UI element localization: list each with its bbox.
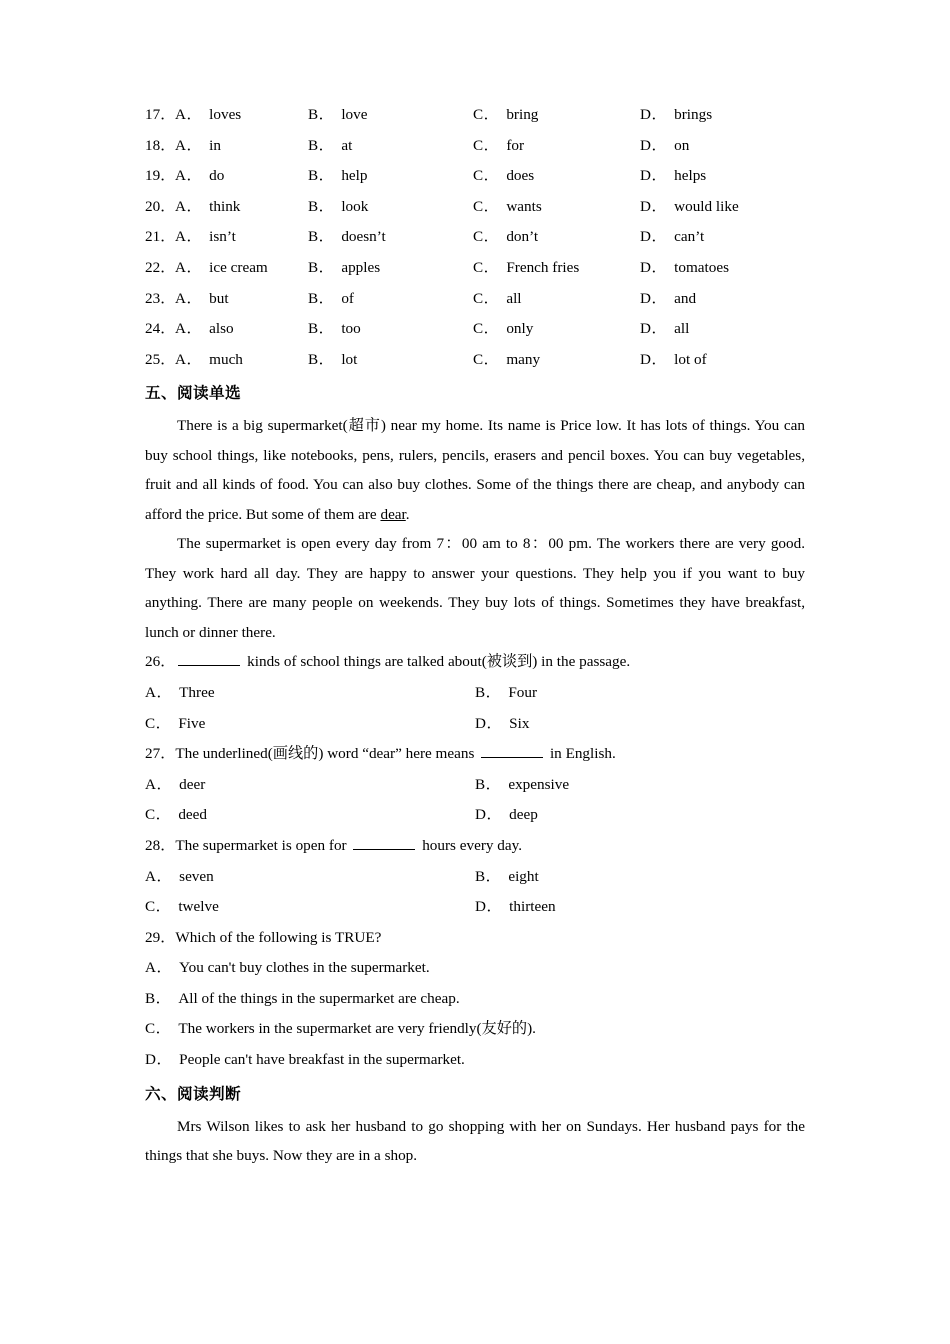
cloze-option-a[interactable] bbox=[175, 253, 268, 284]
option-text: much bbox=[209, 350, 243, 368]
option-row bbox=[145, 862, 805, 893]
option-label: D． bbox=[640, 258, 668, 276]
option-label: A． bbox=[175, 350, 203, 368]
option-label: A． bbox=[175, 289, 203, 307]
option-text: deed bbox=[178, 806, 207, 824]
option-c[interactable] bbox=[145, 1014, 805, 1045]
option-text: and bbox=[674, 289, 697, 307]
option-label: D． bbox=[640, 197, 668, 215]
option-label: C． bbox=[473, 350, 500, 368]
option-label: A． bbox=[145, 959, 173, 977]
cloze-option-b[interactable] bbox=[308, 100, 367, 131]
cloze-row bbox=[145, 345, 805, 376]
options-group-28 bbox=[145, 862, 805, 923]
cloze-option-a[interactable] bbox=[175, 161, 224, 192]
cloze-option-b[interactable] bbox=[308, 161, 367, 192]
cloze-option-d[interactable] bbox=[640, 131, 689, 162]
cloze-row bbox=[145, 192, 805, 223]
option-text: thirteen bbox=[509, 898, 556, 916]
option-text: brings bbox=[674, 106, 713, 123]
cloze-option-d[interactable] bbox=[640, 192, 739, 223]
question-number: 18． bbox=[145, 136, 176, 154]
option-text: does bbox=[506, 167, 535, 185]
option-d[interactable] bbox=[145, 1045, 805, 1076]
option-text: think bbox=[209, 197, 241, 215]
cloze-option-d[interactable] bbox=[640, 100, 712, 131]
option-label: B． bbox=[308, 320, 335, 338]
option-label: B． bbox=[475, 867, 502, 885]
cloze-option-d[interactable] bbox=[640, 253, 729, 284]
option-label: C． bbox=[145, 898, 172, 916]
option-text: of bbox=[341, 289, 354, 307]
passage-text-after-underline: . bbox=[405, 505, 410, 523]
option-text: doesn’t bbox=[341, 228, 386, 246]
section-heading-six: 六、阅读判断 bbox=[145, 1085, 241, 1103]
option-label: A． bbox=[175, 106, 203, 123]
option-label: C． bbox=[473, 167, 500, 185]
cloze-row bbox=[145, 131, 805, 162]
answer-blank[interactable] bbox=[178, 652, 240, 666]
option-label: D． bbox=[640, 289, 668, 307]
option-text: tomatoes bbox=[674, 258, 729, 276]
option-text: expensive bbox=[508, 775, 570, 793]
cloze-option-a[interactable] bbox=[175, 131, 221, 162]
option-text: on bbox=[674, 136, 690, 154]
option-text: all bbox=[674, 320, 690, 338]
question-stem-26 bbox=[145, 647, 805, 678]
option-text: help bbox=[341, 167, 368, 185]
option-row bbox=[145, 678, 805, 709]
option-text: only bbox=[506, 320, 534, 338]
cloze-row bbox=[145, 100, 805, 131]
stem-after-blank: in English. bbox=[546, 745, 616, 763]
cloze-option-c[interactable] bbox=[473, 100, 538, 131]
cloze-row bbox=[145, 314, 805, 345]
cloze-option-b[interactable] bbox=[308, 253, 380, 284]
cloze-row bbox=[145, 161, 805, 192]
cloze-option-b[interactable] bbox=[308, 192, 368, 223]
option-text: apples bbox=[341, 258, 381, 276]
cloze-options-block bbox=[145, 100, 805, 375]
question-number: 29． bbox=[145, 928, 176, 946]
option-text: loves bbox=[209, 106, 242, 123]
option-label: A． bbox=[175, 228, 203, 246]
option-c[interactable] bbox=[145, 892, 219, 923]
option-text: Six bbox=[509, 714, 530, 732]
option-text: lot bbox=[341, 350, 358, 368]
option-label: D． bbox=[145, 1051, 173, 1069]
question-stem-27 bbox=[145, 739, 805, 770]
option-c[interactable] bbox=[145, 800, 207, 831]
option-label: C． bbox=[473, 289, 500, 307]
stem-after-blank: kinds of school things are talked about(被谈到) in the passage. bbox=[243, 653, 631, 671]
cloze-option-d[interactable] bbox=[640, 284, 696, 315]
option-label: A． bbox=[145, 683, 173, 701]
option-label: A． bbox=[145, 867, 173, 885]
option-a[interactable] bbox=[145, 770, 205, 801]
option-label: D． bbox=[475, 714, 503, 732]
option-label: D． bbox=[640, 350, 668, 368]
question-number: 22． bbox=[145, 258, 176, 276]
passage-text-before-underline: There is a big supermarket(超市) near my home. Its name is Price low. It has lots of things. You can buy school things, like notebooks, pens, rulers, pencils, erasers and pencil boxes. You can buy vegetables, fruit and all kinds of food. You can also buy clothes. Some of the things there are cheap, and anybody can afford the price. But some of them are bbox=[145, 417, 805, 523]
cloze-option-a[interactable] bbox=[175, 100, 241, 131]
option-label: C． bbox=[473, 197, 500, 215]
option-b[interactable] bbox=[475, 770, 569, 801]
option-label: D． bbox=[640, 320, 668, 338]
option-text: You can't buy clothes in the supermarket. bbox=[179, 959, 430, 977]
question-number: 23． bbox=[145, 289, 176, 307]
option-label: D． bbox=[640, 136, 668, 154]
answer-blank[interactable] bbox=[353, 836, 415, 850]
cloze-option-a[interactable] bbox=[175, 192, 240, 223]
question-number: 28． bbox=[145, 836, 176, 854]
option-text: look bbox=[341, 197, 369, 215]
option-row bbox=[145, 709, 805, 740]
option-row bbox=[145, 800, 805, 831]
option-label: C． bbox=[473, 106, 500, 123]
options-group-27 bbox=[145, 770, 805, 831]
option-label: C． bbox=[473, 258, 500, 276]
option-text: French fries bbox=[506, 258, 580, 276]
option-label: A． bbox=[175, 167, 203, 185]
option-text: bring bbox=[506, 106, 539, 123]
option-text: All of the things in the supermarket are cheap. bbox=[178, 989, 460, 1007]
option-row bbox=[145, 770, 805, 801]
option-label: D． bbox=[640, 228, 668, 246]
option-text: twelve bbox=[178, 898, 219, 916]
option-label: B． bbox=[308, 136, 335, 154]
cloze-option-d[interactable] bbox=[640, 345, 707, 376]
option-text: wants bbox=[506, 197, 542, 215]
question-number: 25． bbox=[145, 350, 176, 368]
option-label: B． bbox=[308, 106, 335, 123]
cloze-option-a[interactable] bbox=[175, 284, 229, 315]
option-b[interactable] bbox=[475, 862, 539, 893]
option-label: B． bbox=[475, 683, 502, 701]
cloze-option-b[interactable] bbox=[308, 284, 354, 315]
cloze-row bbox=[145, 253, 805, 284]
option-text: helps bbox=[674, 167, 707, 185]
question-number: 21． bbox=[145, 228, 176, 246]
option-text: deep bbox=[509, 806, 538, 824]
cloze-option-d[interactable] bbox=[640, 161, 706, 192]
option-label: B． bbox=[145, 989, 172, 1007]
option-text: isn’t bbox=[209, 228, 236, 246]
option-row bbox=[145, 892, 805, 923]
option-text: at bbox=[341, 136, 353, 154]
option-label: D． bbox=[475, 806, 503, 824]
question-number: 19． bbox=[145, 167, 176, 185]
option-label: C． bbox=[473, 228, 500, 246]
option-label: C． bbox=[145, 714, 172, 732]
question-stem-29 bbox=[145, 923, 805, 954]
cloze-row bbox=[145, 222, 805, 253]
option-text: eight bbox=[508, 867, 539, 885]
passage-paragraph-2: The supermarket is open every day from 7：00 am to 8：00 pm. The workers there are very good. They work hard all day. They are happy to answer your questions. They help you if you want to buy anything. There are many people on weekends. They buy lots of things. Sometimes they have breakfast, lunch or dinner there. bbox=[145, 535, 805, 641]
option-label: C． bbox=[473, 136, 500, 154]
option-text: many bbox=[506, 350, 541, 368]
option-label: C． bbox=[145, 806, 172, 824]
cloze-option-a[interactable] bbox=[175, 222, 236, 253]
cloze-row bbox=[145, 284, 805, 315]
option-text: Four bbox=[508, 683, 538, 701]
option-text: also bbox=[209, 320, 234, 338]
question-stem-28 bbox=[145, 831, 805, 862]
option-text: do bbox=[209, 167, 225, 185]
option-text: don’t bbox=[506, 228, 539, 246]
option-b[interactable] bbox=[145, 984, 805, 1015]
option-text: People can't have breakfast in the supermarket. bbox=[179, 1051, 465, 1069]
question-number: 26． bbox=[145, 653, 176, 671]
option-label: A． bbox=[175, 258, 203, 276]
option-text: but bbox=[209, 289, 229, 307]
option-text: The workers in the supermarket are very friendly(友好的). bbox=[178, 1020, 536, 1038]
page-content bbox=[145, 100, 805, 1171]
option-d[interactable] bbox=[475, 800, 538, 831]
cloze-option-a[interactable] bbox=[175, 345, 243, 376]
option-label: B． bbox=[308, 258, 335, 276]
option-label: B． bbox=[308, 350, 335, 368]
cloze-option-b[interactable] bbox=[308, 222, 386, 253]
option-label: D． bbox=[475, 898, 503, 916]
cloze-option-c[interactable] bbox=[473, 161, 534, 192]
options-group-26 bbox=[145, 678, 805, 739]
cloze-option-c[interactable] bbox=[473, 192, 542, 223]
option-c[interactable] bbox=[145, 709, 205, 740]
question-number: 17． bbox=[145, 106, 176, 123]
cloze-option-a[interactable] bbox=[175, 314, 234, 345]
option-b[interactable] bbox=[475, 678, 537, 709]
option-label: D． bbox=[640, 167, 668, 185]
option-d[interactable] bbox=[475, 709, 529, 740]
option-text: seven bbox=[179, 867, 214, 885]
option-label: A． bbox=[175, 136, 203, 154]
option-label: C． bbox=[473, 320, 500, 338]
option-text: would like bbox=[674, 197, 739, 215]
option-a[interactable] bbox=[145, 862, 214, 893]
option-text: Three bbox=[179, 683, 215, 701]
option-label: B． bbox=[308, 167, 335, 185]
option-label: A． bbox=[145, 775, 173, 793]
option-text: Five bbox=[178, 714, 206, 732]
passage-paragraph-1 bbox=[145, 411, 805, 529]
cloze-option-b[interactable] bbox=[308, 345, 357, 376]
section-six-paragraph-1: Mrs Wilson likes to ask her husband to go shopping with her on Sundays. Her husband pays for the things that she buys. Now they are in a shop. bbox=[145, 1117, 805, 1165]
option-d[interactable] bbox=[475, 892, 556, 923]
cloze-option-c[interactable] bbox=[473, 314, 533, 345]
cloze-option-d[interactable] bbox=[640, 314, 689, 345]
option-label: B． bbox=[308, 197, 335, 215]
option-label: D． bbox=[640, 106, 668, 123]
cloze-option-c[interactable] bbox=[473, 222, 538, 253]
cloze-option-b[interactable] bbox=[308, 314, 361, 345]
option-label: B． bbox=[475, 775, 502, 793]
option-label: A． bbox=[175, 197, 203, 215]
options-group-29 bbox=[145, 953, 805, 1075]
cloze-option-d[interactable] bbox=[640, 222, 704, 253]
option-text: too bbox=[341, 320, 361, 338]
option-label: A． bbox=[175, 320, 203, 338]
stem-before-blank: The underlined(画线的) word “dear” here means bbox=[175, 745, 479, 763]
question-number: 20． bbox=[145, 197, 176, 215]
section-heading-five: 五、阅读单选 bbox=[145, 385, 241, 403]
option-a[interactable] bbox=[145, 678, 215, 709]
stem-before-blank: The supermarket is open for bbox=[175, 836, 351, 854]
option-label: B． bbox=[308, 289, 335, 307]
option-text: all bbox=[506, 289, 522, 307]
option-text: in bbox=[209, 136, 221, 154]
option-text: for bbox=[506, 136, 525, 154]
option-text: lot of bbox=[674, 350, 707, 368]
cloze-option-c[interactable] bbox=[473, 284, 522, 315]
option-a[interactable] bbox=[145, 953, 805, 984]
cloze-option-c[interactable] bbox=[473, 131, 524, 162]
cloze-option-c[interactable] bbox=[473, 345, 540, 376]
cloze-option-b[interactable] bbox=[308, 131, 352, 162]
option-text: can’t bbox=[674, 228, 705, 246]
answer-blank[interactable] bbox=[481, 744, 543, 758]
option-label: C． bbox=[145, 1020, 172, 1038]
stem-after-blank: hours every day. bbox=[418, 836, 523, 854]
option-text: ice cream bbox=[209, 258, 268, 276]
option-text: love bbox=[341, 106, 368, 123]
underlined-word-dear: dear bbox=[380, 505, 406, 523]
cloze-option-c[interactable] bbox=[473, 253, 579, 284]
stem-text: Which of the following is TRUE? bbox=[175, 928, 382, 946]
option-text: deer bbox=[179, 775, 206, 793]
option-label: B． bbox=[308, 228, 335, 246]
question-number: 24． bbox=[145, 320, 176, 338]
question-number: 27． bbox=[145, 745, 176, 763]
